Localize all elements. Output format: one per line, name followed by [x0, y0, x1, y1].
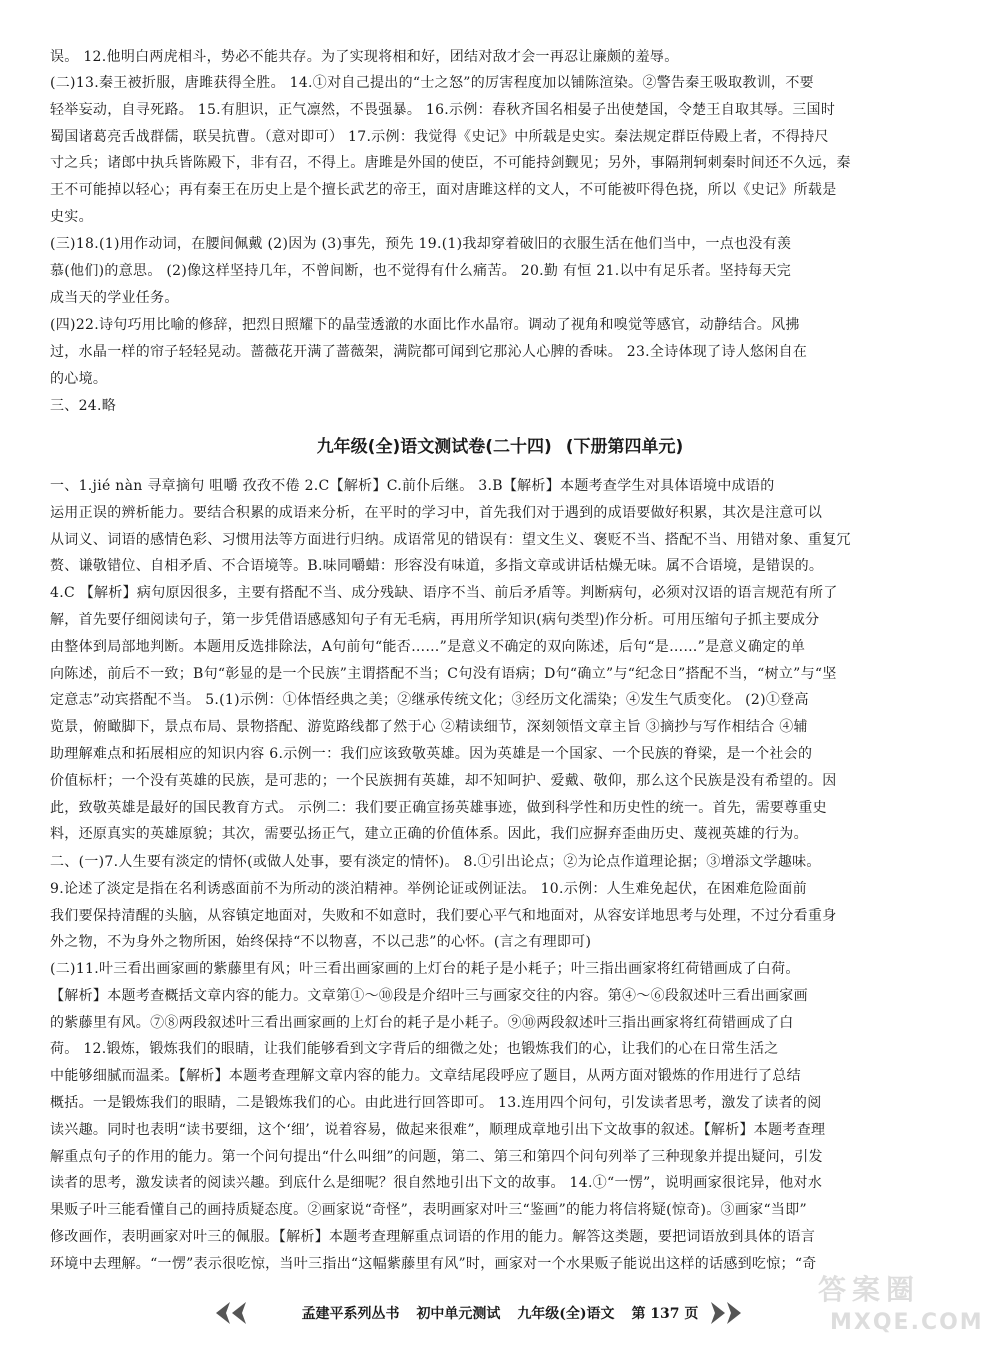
top-paragraph-3: [50, 231, 950, 311]
answer-line: 二、(一)7.人生要有淡定的情怀(或做人处事，要有淡定的情怀)。 8.①引出论点；②为论点作道理论据；③增添文学趣味。: [50, 854, 821, 870]
answer-line: 解，首先要仔细阅读句子，第一步凭借语感感知句子有无毛病，再用所学知识(病句类型)作分析。可用压缩句子抓主要成分: [50, 611, 820, 628]
answer-line: 料，还原真实的英雄原貌；其次，需要弘扬正气，建立正确的价值体系。因此，我们应摒弃歪曲历史、蔑视英雄的行为。: [50, 826, 808, 843]
answer-line: 的紫藤里有风。⑦⑧两段叙述叶三看出画家画的上灯台的耗子是小耗子。⑨⑩两段叙述叶三指出画家将红荷错画成了白: [50, 1014, 794, 1031]
footer-series: 孟建平系列丛书: [301, 1306, 400, 1322]
answer-line: 定意志”动宾搭配不当。 5.(1)示例：①体悟经典之美；②继承传统文化；③经历文化濡染；④发生气质变化。 (2)①登高: [50, 692, 809, 709]
answer-line: 【解析】本题考查概括文章内容的能力。文章第①～⑩段是介绍叶三与画家交往的内容。第④～⑥段叙述叶三看出画家画: [50, 987, 808, 1004]
answer-line: 慕(他们)的意思。 (2)像这样坚持几年，不曾间断，也不觉得有什么痛苦。 20.勤 有恒 21.以中有足乐者。坚持每天完: [50, 262, 792, 279]
answer-line: 修改画作，表明画家对叶三的佩服。【解析】本题考查理解重点词语的作用的能力。解答这类题，要把词语放到具体的语言: [50, 1228, 816, 1245]
answer-line: 三、24.略: [50, 398, 117, 414]
answer-line: 赘、谦敬错位、自相矛盾、不合语境等。B.味同嚼蜡：形容没有味道，多指文章或讲话枯燥无味。属不合语境，是错误的。: [50, 558, 824, 575]
answer-line: 荷。 12.锻炼，锻炼我们的眼睛，让我们能够看到文字背后的细微之处；也锻炼我们的心，让我们的心在日常生活之: [50, 1041, 779, 1058]
top-paragraph-1: [50, 44, 950, 71]
answer-line: 外之物，不为身外之物所困，始终保持“不以物喜，不以己悲”的心怀。(言之有理即可): [50, 934, 592, 951]
answer-line: 读者的思考，激发读者的阅读兴趣。到底什么是细呢？很自然地引出下文的故事。 14.①“一愣”，说明画家很诧异，他对水: [50, 1175, 823, 1192]
test-heading: [0, 432, 1000, 457]
answer-line: 中能够细腻而温柔。【解析】本题考查理解文章内容的能力。文章结尾段呼应了题目，从两方面对锻炼的作用进行了总结: [50, 1068, 801, 1085]
answer-line: 果贩子叶三能看懂自己的画持质疑态度。②画家说“奇怪”，表明画家对叶三“鉴画”的能力将信将疑(惊奇)。③画家“当即”: [50, 1202, 807, 1219]
answer-line: 史实。: [50, 208, 93, 225]
answer-line: (二)13.秦王被折服，唐雎获得全胜。 14.①对自己提出的“士之怒”的厉害程度加以铺陈渲染。②警告秦王吸取教训，不要: [50, 75, 814, 91]
answer-line: 寸之兵；诸郎中执兵皆陈殿下，非有召，不得上。唐雎是外国的使臣，不可能持剑觐见；另外，事隔荆轲刺秦时间还不久远，秦: [50, 155, 851, 172]
answer-line: 由整体到局部地判断。本题用反选排除法，A句前句“能否……”是意义不确定的双向陈述，后句“是……”是意义确定的单: [50, 638, 806, 655]
answer-line: 从词义、词语的感情色彩、习惯用法等方面进行归纳。成语常见的错误有：望文生义、褒贬不当、搭配不当、用错对象、重复冗: [50, 531, 851, 548]
answer-line: 此，致敬英雄是最好的国民教育方式。 示例二：我们要正确宣扬英雄事迹，做到科学性和历史性的统一。首先，需要尊重史: [50, 799, 827, 816]
watermark: [800, 1268, 985, 1343]
answer-line: (二)11.叶三看出画家画的紫藤里有风；叶三看出画家画的上灯台的耗子是小耗子；叶三指出画家将红荷错画成了白荷。: [50, 961, 800, 977]
section-1-paragraph: [50, 473, 950, 848]
answer-line: 价值标杆；一个没有英雄的民族，是可悲的；一个民族拥有英雄，却不知呵护、爱戴、敬仰，那么这个民族是没有希望的。因: [50, 772, 837, 789]
answer-line: 一、1.jié nàn 寻章摘句 咀嚼 孜孜不倦 2.C【解析】C.前仆后继。 3.B【解析】本题考查学生对具体语境中成语的: [50, 478, 775, 494]
heading-title: 九年级(全)语文测试卷(二十四): [316, 437, 552, 457]
answer-line: 概括。一是锻炼我们的眼睛，二是锻炼我们的心。由此进行回答即可。 13.连用四个问句，引发读者思考，激发了读者的阅: [50, 1094, 822, 1111]
double-right-arrow-icon: [705, 1300, 745, 1326]
section-3-paragraph: [50, 956, 950, 1278]
top-paragraph-4: [50, 312, 950, 392]
watermark-logo-text: 答案圈: [818, 1273, 921, 1306]
footer-book: 初中单元测试: [416, 1306, 501, 1322]
answer-line: 览景，俯瞰脚下，景点布局、景物搭配、游览路线都了然于心 ②精读细节，深刻领悟文章主旨 ③摘抄与写作相结合 ④辅: [50, 719, 808, 736]
answer-line: 环境中去理解。“一愣”表示很吃惊，当叶三指出“这幅紫藤里有风”时，画家对一个水果贩子能说出这样的话感到吃惊；“奇: [50, 1255, 817, 1272]
section-2-paragraph: [50, 849, 950, 956]
watermark-url: MXQE.COM: [830, 1310, 984, 1335]
top-paragraph-5: [50, 393, 950, 420]
heading-subtitle: (下册第四单元): [565, 437, 684, 457]
top-paragraph-2: [50, 70, 950, 231]
page-number: 第 137 页: [631, 1306, 699, 1322]
answer-line: 王不可能掉以轻心；再有秦王在历史上是个擅长武艺的帝王，面对唐雎这样的文人，不可能被吓得色挠，所以《史记》所载是: [50, 182, 837, 199]
footer-grade: 九年级(全)语文: [517, 1306, 615, 1322]
answer-line: (三)18.(1)用作动词，在腰间佩戴 (2)因为 (3)事先，预先 19.(1)我却穿着破旧的衣服生活在他们当中，一点也没有羡: [50, 236, 792, 252]
answer-line: 我们要保持清醒的头脑，从容镇定地面对，失败和不如意时，我们要心平气和地面对，从容安详地思考与处理，不过分看重身: [50, 907, 837, 924]
answer-line: 读兴趣。同时也表明“读书要细，这个‘细’，说着容易，做起来很难”，顺理成章地引出下文故事的叙述。【解析】本题考查理: [50, 1121, 826, 1138]
answer-line: 误。 12.他明白两虎相斗，势必不能共存。为了实现将相和好，团结对敌才会一再忍让廉颇的羞辱。: [50, 49, 679, 65]
answer-line: 运用正误的辨析能力。要结合积累的成语来分析，在平时的学习中，首先我们对于遇到的成语要做好积累，其次是注意可以: [50, 504, 823, 521]
answer-line: 的心境。: [50, 370, 108, 387]
answer-line: 向陈述，前后不一致；B句“彰显的是一个民族”主谓搭配不当；C句没有语病；D句“确立”与“纪念日”搭配不当，“树立”与“坚: [50, 665, 837, 682]
answer-line: 轻举妄动，自寻死路。 15.有胆识，正气凛然，不畏强暴。 16.示例：春秋齐国名相晏子出使楚国，令楚王自取其辱。三国时: [50, 101, 836, 118]
answer-line: 蜀国诸葛亮舌战群儒，联吴抗曹。（意对即可） 17.示例：我觉得《史记》中所载是史实。秦法规定群臣侍殿上者，不得持尺: [50, 128, 829, 145]
answer-line: 解重点句子的作用的能力。第一个问句提出“什么叫细”的问题，第二、第三和第四个问句列举了三种现象并提出疑问，引发: [50, 1148, 823, 1165]
answer-line: 9.论述了淡定是指在名利诱惑面前不为所动的淡泊精神。举例论证或例证法。 10.示例：人生难免起伏，在困难危险面前: [50, 880, 807, 897]
answer-line: 成当天的学业任务。: [50, 289, 179, 306]
answer-line: 助理解难点和拓展相应的知识内容 6.示例一：我们应该致敬英雄。因为英雄是一个国家、一个民族的脊梁，是一个社会的: [50, 745, 813, 762]
answer-line: 过，水晶一样的帘子轻轻晃动。蔷薇花开满了蔷薇架，满院都可闻到它那沁人心脾的香味。 23.全诗体现了诗人悠闲自在: [50, 343, 808, 360]
answer-line: 4.C 【解析】病句原因很多，主要有搭配不当、成分残缺、语序不当、前后矛盾等。判断病句，必须对汉语的语言规范有所了: [50, 585, 838, 602]
answer-line: (四)22.诗句巧用比喻的修辞，把烈日照耀下的晶莹透澈的水面比作水晶帘。调动了视角和嗅觉等感官，动静结合。风拂: [50, 317, 800, 333]
